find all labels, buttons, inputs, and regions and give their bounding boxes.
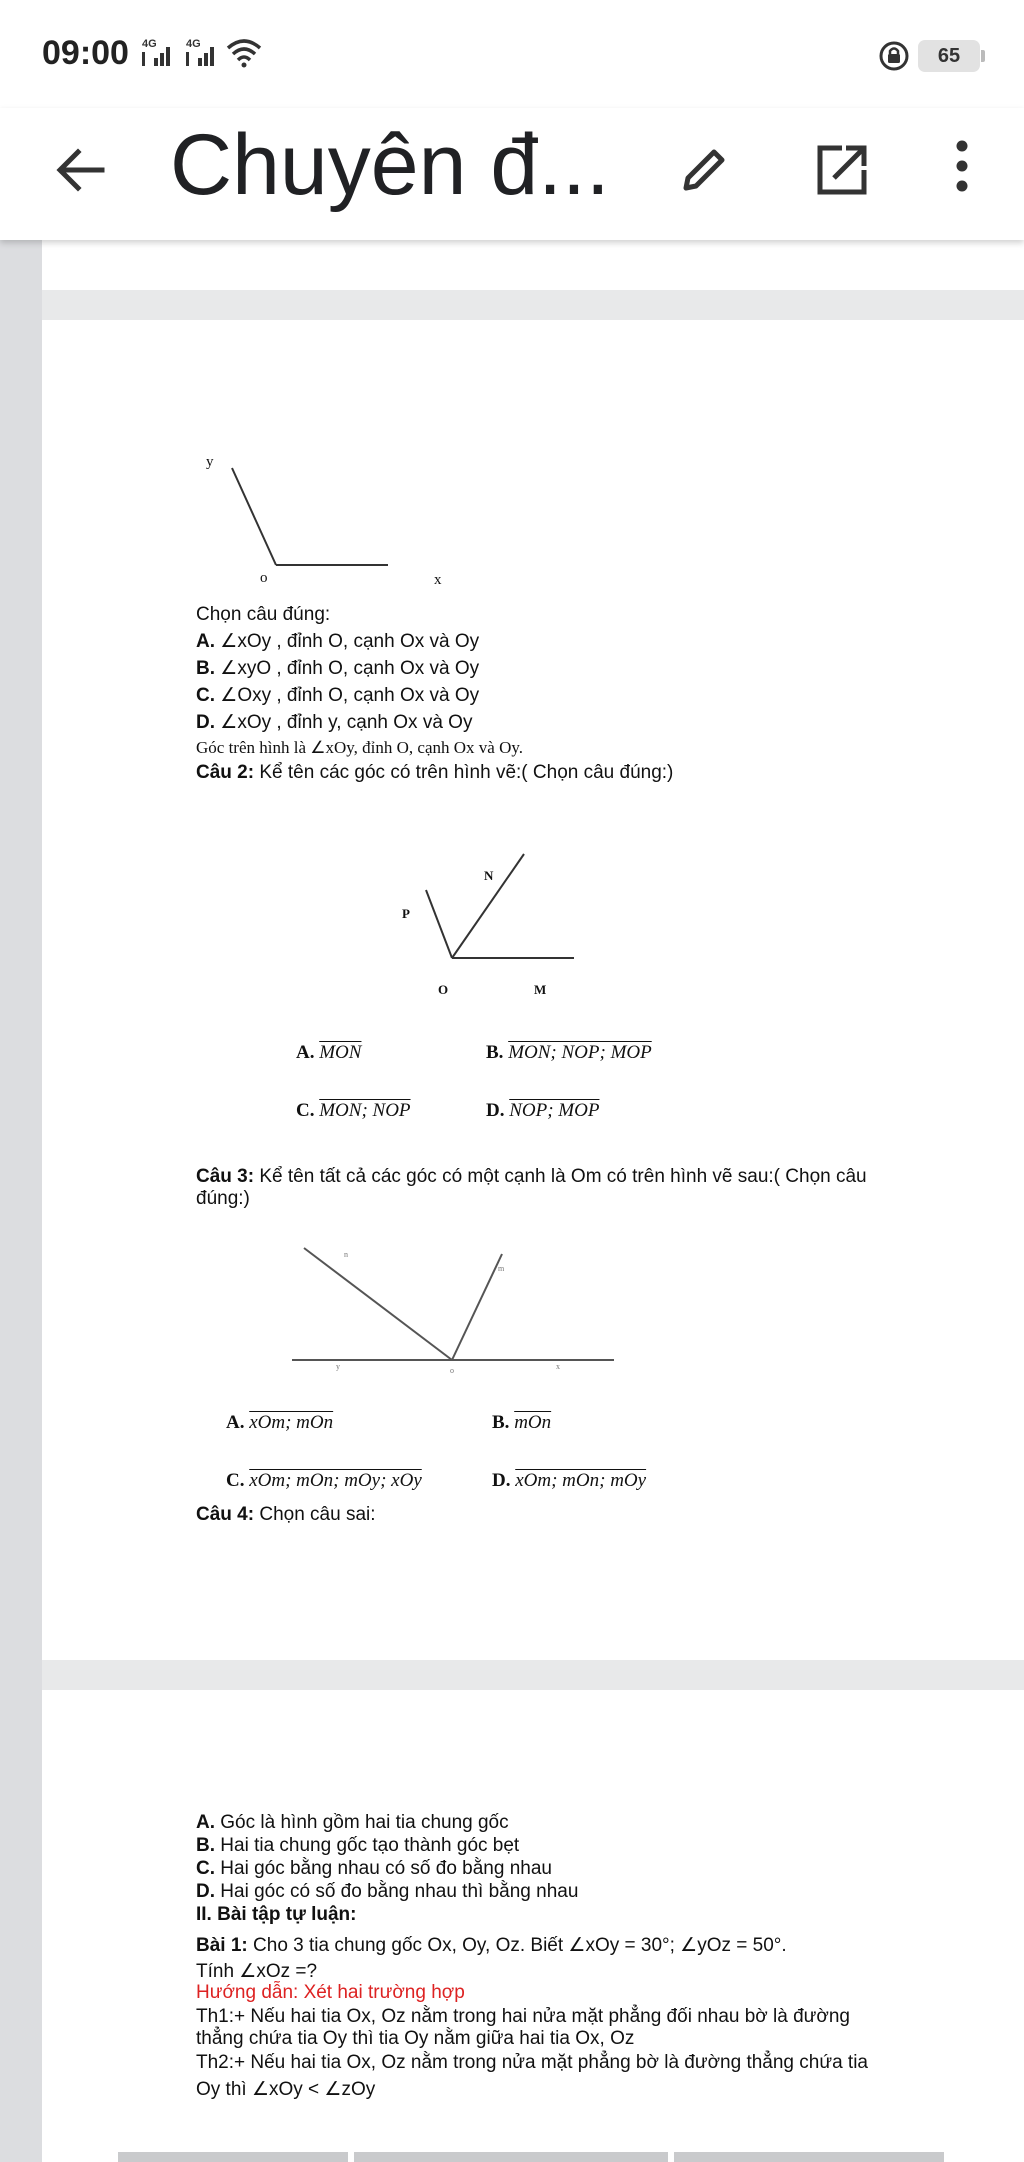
q1-option-c [196,684,479,707]
th2-line2: Oy thì ∠xOy < ∠zOy [196,2079,376,2100]
fig1-label-y: y [206,454,214,470]
q2-option-d-letter: D. [486,1100,505,1121]
q1-answer: Góc trên hình là ∠xOy, đỉnh O, cạnh Ox và Oy. [196,738,523,757]
table-edge-1 [118,2152,348,2162]
q3-option-a-letter: A. [226,1412,245,1433]
q4-option-a-letter: A. [196,1812,215,1833]
fig2-label-n: N [484,868,494,883]
q1-prompt: Chọn câu đúng: [196,604,331,625]
q3-question-line1 [196,1166,867,1188]
left-margin-strip [0,240,42,2162]
section-2-heading: II. Bài tập tự luận: [196,1904,357,1925]
bai1-label: Bài 1: [196,1935,248,1956]
q2-option-c [296,1100,411,1122]
q4-question [196,1504,376,1526]
q1-option-a-letter: A. [196,631,215,652]
bai1-ask: Tính ∠xOz =? [196,1961,318,1982]
th1-line1: Th1:+ Nếu hai tia Ox, Oz nằm trong hai nửa mặt phẳng đối nhau bờ là đường [196,2006,850,2027]
q3-text-1: Kể tên tất cả các góc có một cạnh là Om có trên hình vẽ sau:( Chọn câu [254,1166,867,1187]
q1-option-c-text: ∠Oxy , đỉnh O, cạnh Ox và Oy [220,685,480,706]
q1-option-b [196,657,479,680]
q2-option-d [486,1100,599,1122]
q3-option-c [226,1470,422,1492]
q1-option-b-letter: B. [196,658,215,679]
figure-angles-mon-nop [382,850,582,990]
document-title: Chuyên đ... [170,117,610,213]
edit-pencil-icon[interactable] [676,142,732,198]
q3-option-c-letter: C. [226,1470,245,1491]
fig2-label-m: M [534,982,547,997]
q1-option-d-text: ∠xOy , đỉnh y, cạnh Ox và Oy [220,712,473,733]
q3-option-a [226,1412,333,1434]
th1-line2: thẳng chứa tia Oy thì tia Oy nằm giữa hai tia Ox, Oz [196,2028,635,2049]
q2-option-a-letter: A. [296,1042,315,1063]
table-edge-2 [354,2152,668,2162]
q1-option-d [196,711,472,734]
open-external-icon[interactable] [814,142,870,198]
q3-option-d-letter: D. [492,1470,511,1491]
q4-option-a-text: Góc là hình gồm hai tia chung gốc [215,1812,509,1833]
status-time: 09:00 [42,34,129,72]
q4-text: Chọn câu sai: [254,1504,376,1525]
q1-option-a-text: ∠xOy , đỉnh O, cạnh Ox và Oy [220,631,480,652]
q2-option-c-letter: C. [296,1100,315,1121]
q4-option-c-text: Hai góc bằng nhau có số đo bằng nhau [215,1858,552,1879]
document-page-1 [42,320,1024,1660]
previous-page-bottom [42,240,1024,290]
figure-angles-xom [290,1242,620,1382]
more-options-icon[interactable] [952,138,972,194]
bai1-text: Cho 3 tia chung gốc Ox, Oy, Oz. Biết ∠xOy = 30°; ∠yOz = 50°. [247,1935,787,1956]
q4-option-d-letter: D. [196,1881,215,1902]
q4-option-d [196,1881,578,1903]
status-bar [0,0,1024,108]
figure-angle-xoy [190,450,390,600]
back-arrow-icon[interactable] [52,142,108,198]
q2-option-b-text: MON; NOP; MOP [508,1042,652,1063]
bai1-problem [196,1934,787,1957]
q4-label: Câu 4: [196,1504,255,1525]
app-bar [0,108,1024,240]
q1-option-c-letter: C. [196,685,215,706]
q1-option-a [196,630,479,653]
q2-option-a-text: $\overline{MON}$ [319,1042,362,1063]
fig2-label-o: O [438,982,449,997]
q3-option-c-text: xOm; mOn; mOy; xOy [249,1470,422,1491]
q4-option-a [196,1812,509,1834]
q3-label: Câu 3: [196,1166,255,1187]
battery-indicator: 65 [918,40,980,72]
wifi-icon [226,38,262,68]
q3-option-a-text: xOm; mOn [249,1412,334,1433]
rotation-lock-icon [878,40,910,72]
q1-option-d-letter: D. [196,712,215,733]
battery-cap [981,50,985,62]
th2-line1: Th2:+ Nếu hai tia Ox, Oz nằm trong nửa mặt phẳng bờ là đường thẳng chứa tia [196,2052,868,2073]
signal-icon-2 [184,38,224,68]
q2-option-c-text: MON; NOP [319,1100,411,1121]
q2-option-a [296,1042,361,1064]
q2-option-d-text: NOP; MOP [509,1100,600,1121]
document-viewer[interactable] [0,240,1024,2162]
fig3-label-o: o [450,1366,454,1375]
document-page-2 [42,1690,1024,2162]
q3-option-b-text: $\overline{mOn}$ [514,1412,552,1433]
fig3-label-x: x [556,1362,560,1371]
q2-question [196,762,673,784]
q4-option-c [196,1858,552,1880]
fig3-label-m: m [498,1264,505,1273]
hint-text: Hướng dẫn: Xét hai trường hợp [196,1982,465,2003]
fig3-label-n: n [344,1250,348,1259]
q2-option-b [486,1042,652,1064]
q4-option-d-text: Hai góc có số đo bằng nhau thì bằng nhau [215,1881,579,1902]
q3-option-d-text: xOm; mOn; mOy [515,1470,647,1491]
q3-question-line2: đúng:) [196,1188,250,1209]
q4-option-b-text: Hai tia chung gốc tạo thành góc bẹt [215,1835,520,1856]
fig1-label-o: o [260,570,268,586]
signal-label-1: 4G [142,38,157,50]
q2-text: Kể tên các góc có trên hình vẽ:( Chọn câu đúng:) [254,762,674,783]
signal-icon-1 [140,38,180,68]
q3-option-d [492,1470,646,1492]
q1-option-b-text: ∠xyO , đỉnh O, cạnh Ox và Oy [220,658,480,679]
q3-option-b-letter: B. [492,1412,510,1433]
fig2-label-p: P [402,906,410,921]
q4-option-b-letter: B. [196,1835,215,1856]
fig3-label-y: y [336,1362,340,1371]
fig1-label-x: x [434,572,442,588]
q2-label: Câu 2: [196,762,255,783]
q2-option-b-letter: B. [486,1042,504,1063]
signal-label-2: 4G [186,38,201,50]
q4-option-c-letter: C. [196,1858,215,1879]
table-edge-3 [674,2152,944,2162]
q3-option-b [492,1412,551,1434]
q4-option-b [196,1835,519,1857]
